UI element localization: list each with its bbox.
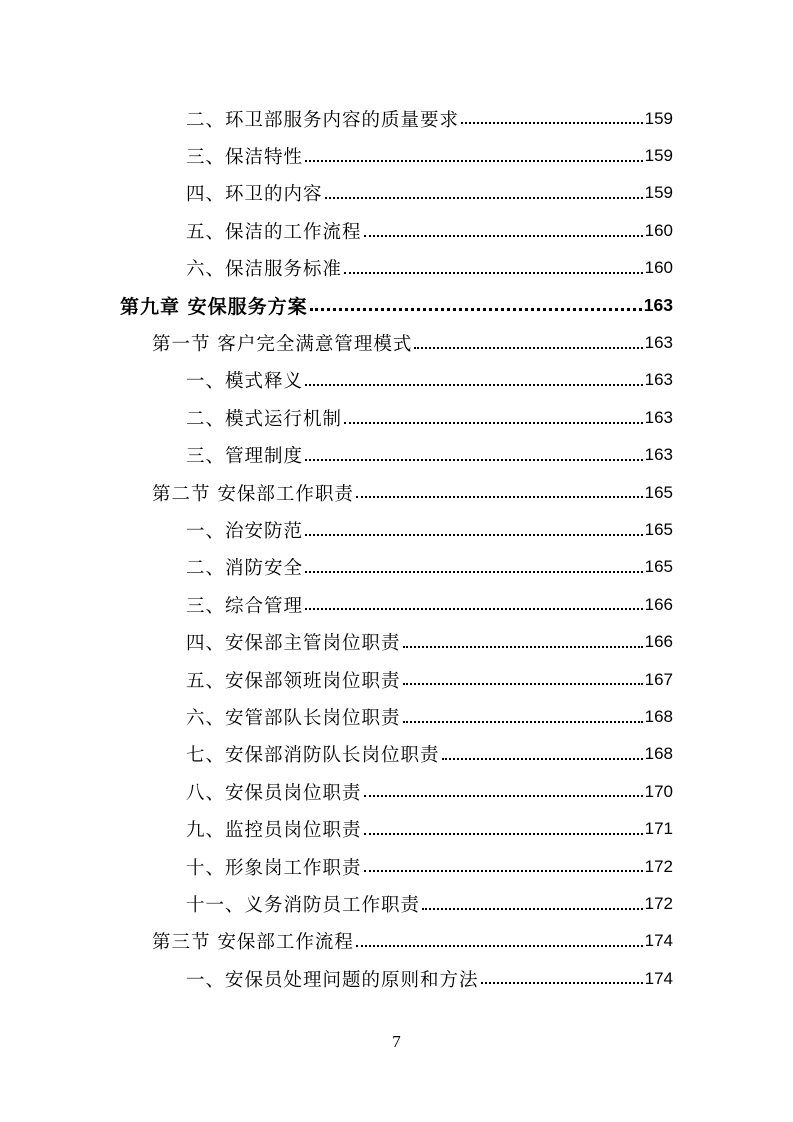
toc-entry-title: 三、保洁特性: [186, 147, 304, 169]
toc-entry-title: 第二节 安保部工作职责: [152, 483, 354, 505]
toc-entry[interactable]: [0, 287, 793, 324]
toc-entry-page: 174: [644, 968, 673, 988]
toc-entry-page: 163: [644, 333, 673, 353]
toc-entry[interactable]: [0, 810, 793, 847]
toc-leader-dots: [364, 794, 643, 797]
toc-entry-title: 一、模式释义: [186, 371, 304, 393]
toc-leader-dots: [481, 981, 643, 984]
toc-entry[interactable]: [0, 586, 793, 623]
toc-entry-page: 167: [644, 669, 673, 689]
toc-entry-page: 166: [644, 594, 673, 614]
toc-entry[interactable]: [0, 960, 793, 997]
toc-entry[interactable]: [0, 362, 793, 399]
toc-entry-page: 163: [644, 407, 673, 427]
toc-entry-title: 五、安保部领班岗位职责: [186, 670, 401, 692]
toc-entry-title: 二、消防安全: [186, 558, 304, 580]
toc-entry-page: 159: [644, 183, 673, 203]
toc-entry-page: 172: [644, 856, 673, 876]
toc-leader-dots: [305, 383, 643, 386]
toc-entry[interactable]: [0, 511, 793, 548]
toc-entry-page: 163: [643, 295, 673, 316]
toc-entry[interactable]: [0, 212, 793, 249]
toc-entry-page: 165: [644, 557, 673, 577]
toc-entry[interactable]: [0, 175, 793, 212]
toc-leader-dots: [403, 720, 643, 723]
toc-entry[interactable]: [0, 250, 793, 287]
toc-leader-dots: [305, 533, 643, 536]
toc-leader-dots: [310, 307, 642, 311]
toc-leader-dots: [364, 234, 643, 237]
toc-entry[interactable]: [0, 736, 793, 773]
toc-entry-page: 171: [644, 819, 673, 839]
toc-entry-title: 十、形象岗工作职责: [186, 857, 362, 879]
toc-entry-page: 168: [644, 744, 673, 764]
toc-entry[interactable]: [0, 399, 793, 436]
toc-leader-dots: [403, 682, 643, 685]
toc-entry-page: 163: [644, 445, 673, 465]
page-number: 7: [392, 1032, 401, 1051]
toc-entry[interactable]: [0, 549, 793, 586]
toc-entry[interactable]: [0, 698, 793, 735]
toc-entry-title: 十一、义务消防员工作职责: [186, 894, 421, 916]
toc-entry-title: 第三节 安保部工作流程: [152, 932, 354, 954]
toc-entry[interactable]: [0, 885, 793, 922]
toc-entry-page: 165: [644, 482, 673, 502]
toc-entry-page: 168: [644, 706, 673, 726]
toc-entry-title: 六、保洁服务标准: [186, 259, 343, 281]
toc-entry-title: 三、综合管理: [186, 595, 304, 617]
toc-leader-dots: [442, 757, 643, 760]
toc-entry-title: 四、环卫的内容: [186, 184, 323, 206]
toc-entry-page: 174: [644, 931, 673, 951]
toc-entry[interactable]: [0, 437, 793, 474]
toc-leader-dots: [356, 944, 643, 947]
toc-entry-page: 165: [644, 519, 673, 539]
toc-leader-dots: [325, 196, 643, 199]
toc-entry[interactable]: [0, 773, 793, 810]
toc-entry[interactable]: [0, 137, 793, 174]
toc-entry-title: 二、环卫部服务内容的质量要求: [186, 109, 460, 131]
toc-leader-dots: [305, 607, 643, 610]
toc-entry-title: 七、安保部消防队长岗位职责: [186, 745, 440, 767]
toc-entry-page: 160: [644, 258, 673, 278]
toc-entry-page: 166: [644, 632, 673, 652]
toc-leader-dots: [461, 121, 643, 124]
toc-entry-title: 第一节 客户完全满意管理模式: [152, 334, 413, 356]
toc-leader-dots: [403, 645, 643, 648]
toc-entry-title: 九、监控员岗位职责: [186, 820, 362, 842]
toc-entry-title: 八、安保员岗位职责: [186, 782, 362, 804]
toc-entry-title: 二、模式运行机制: [186, 408, 343, 430]
toc-entry[interactable]: [0, 474, 793, 511]
toc-entry-title: 一、安保员处理问题的原则和方法: [186, 969, 479, 991]
toc-entry[interactable]: [0, 661, 793, 698]
toc-entry-page: 163: [644, 370, 673, 390]
toc-entry-title: 第九章 安保服务方案: [120, 296, 308, 319]
toc-entry-title: 四、安保部主管岗位职责: [186, 633, 401, 655]
toc-leader-dots: [305, 159, 643, 162]
toc-leader-dots: [344, 421, 643, 424]
toc-entry-page: 159: [644, 108, 673, 128]
toc-leader-dots: [305, 570, 643, 573]
toc-entry[interactable]: [0, 100, 793, 137]
toc-entry[interactable]: [0, 324, 793, 361]
toc-entry-title: 一、治安防范: [186, 520, 304, 542]
toc-leader-dots: [364, 869, 643, 872]
toc-entry[interactable]: [0, 848, 793, 885]
toc-entry-page: 160: [644, 220, 673, 240]
toc-leader-dots: [344, 271, 643, 274]
toc-entry-title: 五、保洁的工作流程: [186, 221, 362, 243]
toc-leader-dots: [364, 832, 643, 835]
toc-entry-title: 六、安管部队长岗位职责: [186, 707, 401, 729]
toc-entry-page: 170: [644, 781, 673, 801]
toc-entry-title: 三、管理制度: [186, 446, 304, 468]
toc-entry[interactable]: [0, 923, 793, 960]
toc-entry-page: 159: [644, 146, 673, 166]
toc-entry-page: 172: [644, 893, 673, 913]
toc-leader-dots: [356, 495, 643, 498]
toc-leader-dots: [422, 907, 643, 910]
table-of-contents: [0, 100, 793, 997]
toc-entry[interactable]: [0, 623, 793, 660]
toc-leader-dots: [414, 346, 642, 349]
toc-leader-dots: [305, 458, 643, 461]
